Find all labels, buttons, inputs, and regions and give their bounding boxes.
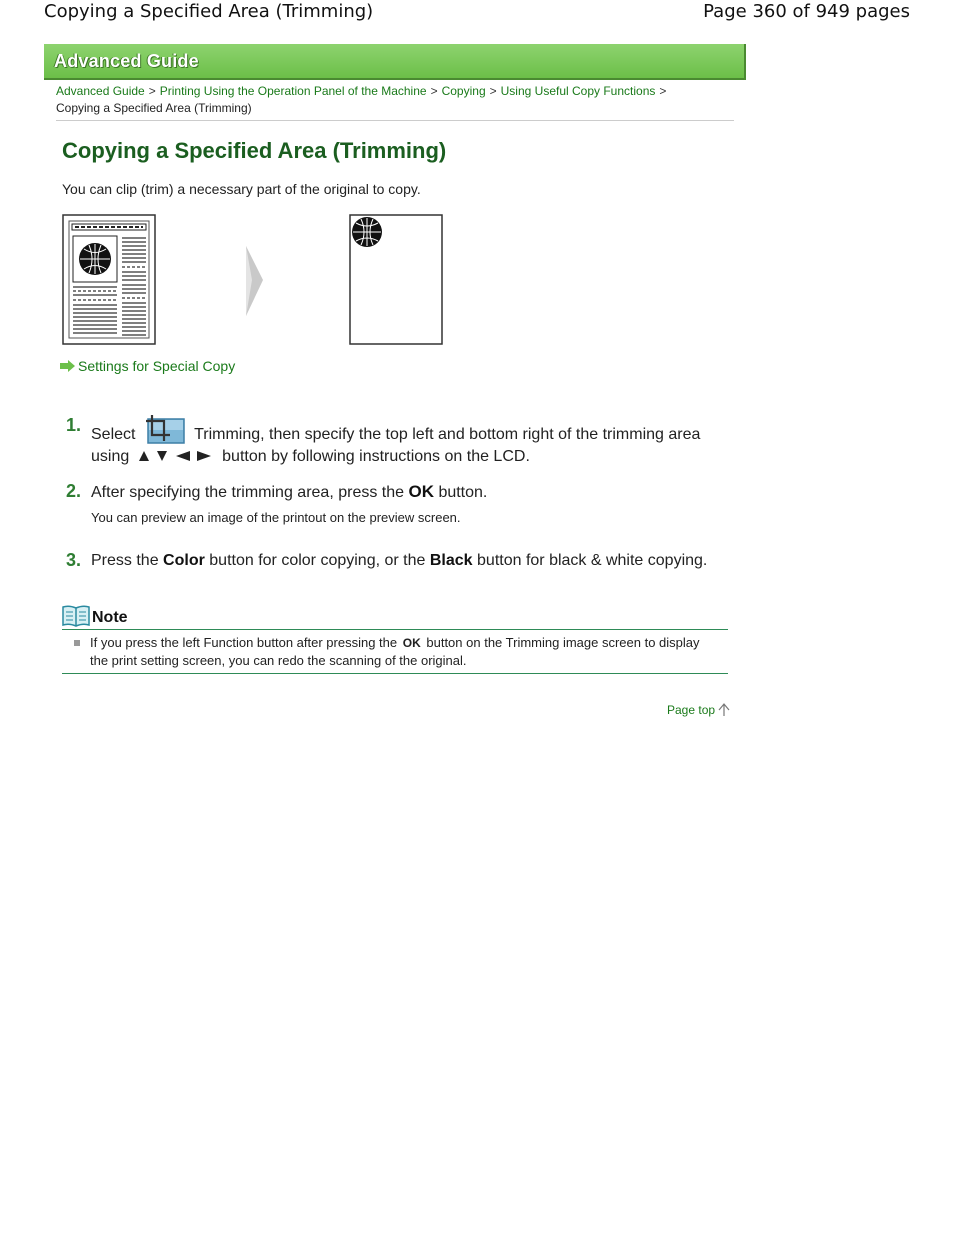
breadcrumb (56, 83, 734, 117)
step-3-pre: Press the (91, 552, 159, 569)
note-ok-label: OK (402, 636, 421, 650)
note-bullet (74, 640, 80, 646)
ok-button-label: OK (408, 482, 434, 501)
original-document-image (63, 215, 155, 344)
note-book-icon (62, 605, 90, 627)
black-button-label: Black (429, 552, 473, 569)
step-3-mid: button for color copying, or the (209, 552, 426, 569)
step-number: 2. (66, 481, 82, 501)
trimming-illustration (62, 214, 446, 348)
advanced-guide-banner (44, 44, 746, 80)
note-body (62, 630, 728, 674)
breadcrumb-advanced-guide[interactable]: Advanced Guide (56, 84, 145, 98)
step-1-mid: Trimming, then specify the top left and bottom right of the trimming area using (91, 426, 701, 465)
breadcrumb-separator: > (489, 84, 497, 98)
color-button-label: Color (163, 552, 205, 569)
right-arrow-icon (60, 360, 76, 372)
banner-label: Advanced Guide (54, 51, 199, 71)
step-text (91, 550, 711, 572)
settings-special-copy-label: Settings for Special Copy (78, 358, 236, 374)
step-number: 1. (66, 415, 82, 435)
pdf-header-title: Copying a Specified Area (Trimming) (44, 1, 374, 22)
pdf-header-page-info: Page 360 of 949 pages (703, 1, 910, 22)
note-post: button on the Trimming image screen to display the print setting screen, you can redo the scanning of the original. (90, 635, 700, 668)
breadcrumb-useful-copy-functions[interactable]: Using Useful Copy Functions (500, 84, 656, 98)
arrow-keys-icon (138, 449, 214, 463)
intro-text: You can clip (trim) a necessary part of the original to copy. (62, 181, 421, 197)
breadcrumb-current: Copying a Specified Area (Trimming) (56, 101, 252, 115)
page-top-label: Page top (667, 703, 716, 717)
breadcrumb-separator: > (430, 84, 438, 98)
breadcrumb-divider (56, 120, 734, 121)
step-2-post: button. (438, 484, 488, 501)
trimming-icon (144, 415, 186, 445)
step-1-post: button by following instructions on the LCD. (222, 448, 530, 465)
step-3 (66, 550, 716, 596)
page-top-link[interactable] (667, 703, 730, 717)
settings-special-copy-link[interactable] (60, 358, 235, 374)
step-1-pre: Select (91, 426, 136, 443)
step-3-post: button for black & white copying. (477, 552, 708, 569)
note-header (62, 604, 728, 630)
note-text (90, 634, 720, 669)
note-label: Note (92, 609, 128, 626)
page-title: Copying a Specified Area (Trimming) (62, 138, 447, 163)
step-2 (66, 481, 716, 531)
breadcrumb-separator: > (659, 84, 667, 98)
up-arrow-icon (718, 703, 730, 717)
step-2-note: You can preview an image of the printout on the preview screen. (91, 510, 461, 525)
step-number: 3. (66, 550, 82, 570)
trimmed-result-image (350, 215, 442, 344)
note-pre: If you press the left Function button after pressing the (90, 635, 398, 650)
breadcrumb-printing-operation-panel[interactable]: Printing Using the Operation Panel of the Machine (159, 84, 427, 98)
step-2-pre: After specifying the trimming area, press the (91, 484, 405, 501)
step-text (91, 481, 711, 504)
breadcrumb-copying[interactable]: Copying (441, 84, 486, 98)
breadcrumb-separator: > (148, 84, 156, 98)
step-text (91, 415, 711, 468)
step-1 (66, 415, 716, 463)
pdf-header (0, 0, 954, 28)
